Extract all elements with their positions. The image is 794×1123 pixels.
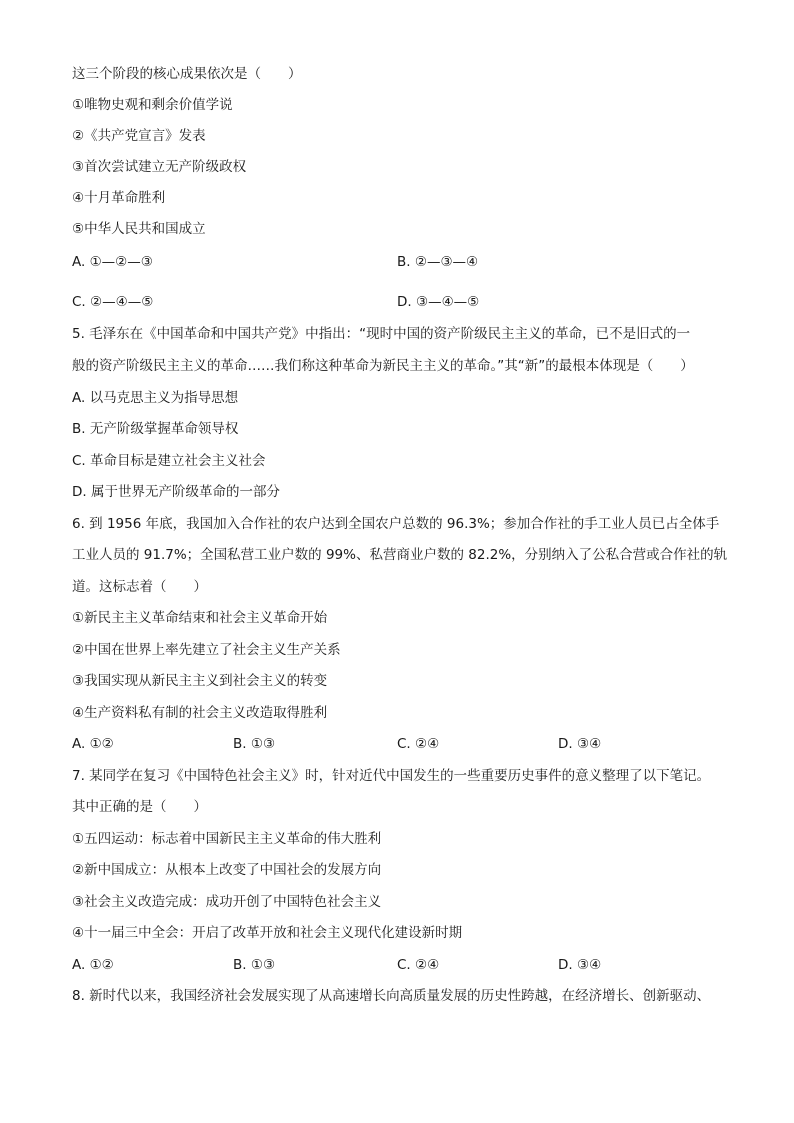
q6-stem-line-1: 6. 到 1956 年底，我国加入合作社的农户达到全国农户总数的 96.3%；参加合作社的手工业人员已占全体手 [72,516,720,532]
q4-item-3: ③首次尝试建立无产阶级政权 [72,159,247,175]
q5-option-c[interactable]: C. 革命目标是建立社会主义社会 [72,453,266,469]
q6-option-a[interactable]: A. ①② [72,736,114,752]
q6-item-3: ③我国实现从新民主主义到社会主义的转变 [72,673,328,689]
q6-option-d[interactable]: D. ③④ [558,736,602,752]
q5-option-d[interactable]: D. 属于世界无产阶级革命的一部分 [72,484,280,500]
q6-item-2: ②中国在世界上率先建立了社会主义生产关系 [72,642,341,658]
q7-stem-line-1: 7. 某同学在复习《中国特色社会主义》时，针对近代中国发生的一些重要历史事件的意义整理了以下笔记。 [72,768,711,784]
q7-option-d[interactable]: D. ③④ [558,957,602,973]
q7-stem-line-2: 其中正确的是（ ） [72,799,207,815]
q6-item-4: ④生产资料私有制的社会主义改造取得胜利 [72,705,328,721]
q4-option-b[interactable]: B. ②—③—④ [397,254,479,270]
q4-option-c[interactable]: C. ②—④—⑤ [72,294,154,310]
q4-option-d[interactable]: D. ③—④—⑤ [397,294,480,310]
q5-stem-line-1: 5. 毛泽东在《中国革命和中国共产党》中指出：“现时中国的资产阶级民主主义的革命，已不是旧式的一 [72,326,691,342]
q7-item-2: ②新中国成立：从根本上改变了中国社会的发展方向 [72,862,382,878]
q7-item-4: ④十一届三中全会：开启了改革开放和社会主义现代化建设新时期 [72,925,463,941]
q5-stem-line-2: 般的资产阶级民主主义的革命……我们称这种革命为新民主主义的革命。”其“新”的最根本体现是（ ） [72,358,694,374]
q5-option-b[interactable]: B. 无产阶级掌握革命领导权 [72,421,239,437]
q4-option-a[interactable]: A. ①—②—③ [72,254,153,270]
q7-option-a[interactable]: A. ①② [72,957,114,973]
q6-option-c[interactable]: C. ②④ [397,736,440,752]
q7-item-1: ①五四运动：标志着中国新民主主义革命的伟大胜利 [72,831,382,847]
q6-option-b[interactable]: B. ①③ [233,736,276,752]
q4-stem: 这三个阶段的核心成果依次是（ ） [72,66,302,82]
q4-item-2: ②《共产党宣言》发表 [72,128,206,144]
q6-item-1: ①新民主主义革命结束和社会主义革命开始 [72,610,328,626]
q4-item-5: ⑤中华人民共和国成立 [72,221,206,237]
q6-stem-line-3: 道。这标志着（ ） [72,579,207,595]
q6-stem-line-2: 工业人员的 91.7%；全国私营工业户数的 99%、私营商业户数的 82.2%，分别纳入了公私合营或合作社的轨 [72,547,728,563]
q5-option-a[interactable]: A. 以马克思主义为指导思想 [72,390,239,406]
q8-stem-line-1: 8. 新时代以来，我国经济社会发展实现了从高速增长向高质量发展的历史性跨越，在经济增长、创新驱动、 [72,988,711,1004]
q7-option-b[interactable]: B. ①③ [233,957,276,973]
q4-item-1: ①唯物史观和剩余价值学说 [72,97,233,113]
q4-item-4: ④十月革命胜利 [72,190,166,206]
q7-option-c[interactable]: C. ②④ [397,957,440,973]
q7-item-3: ③社会主义改造完成：成功开创了中国特色社会主义 [72,894,382,910]
